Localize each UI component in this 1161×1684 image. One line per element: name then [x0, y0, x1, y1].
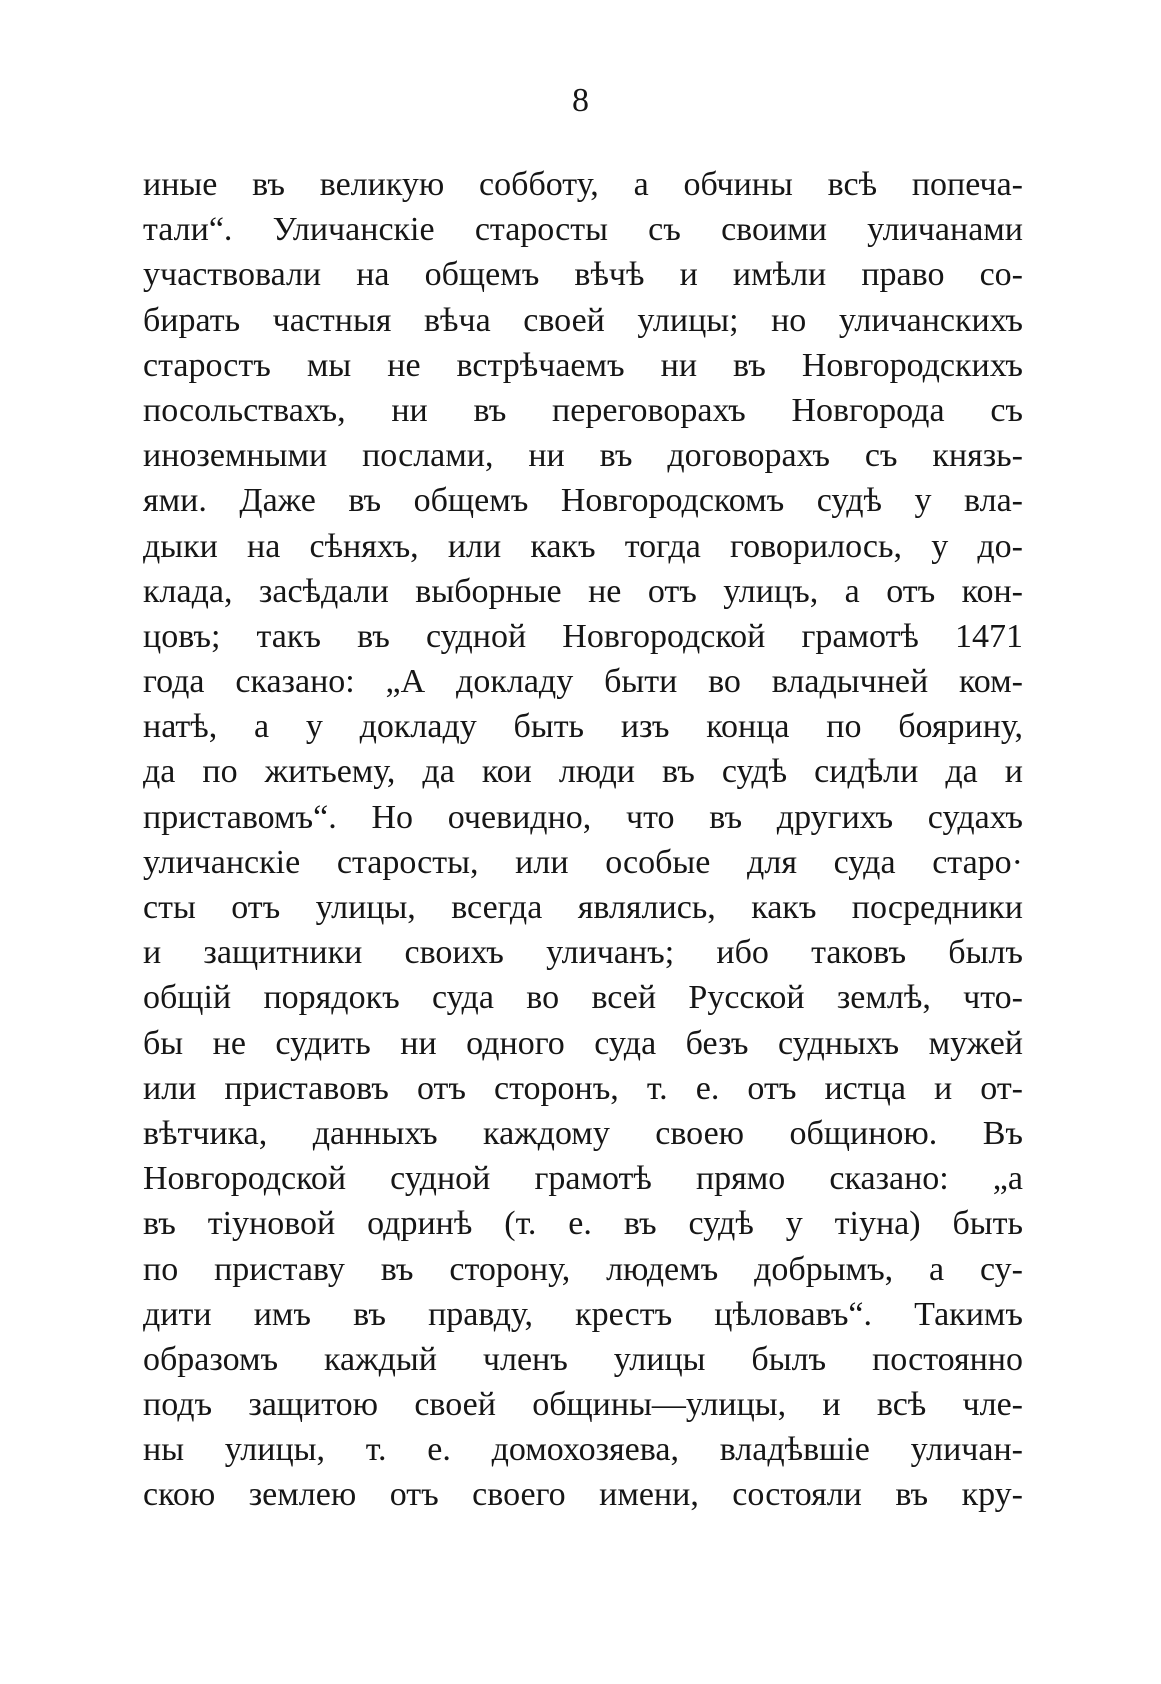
text-line: бы не судить ни одного суда безъ судныхъ мужей: [143, 1024, 1023, 1062]
text-line: вѣтчика, данныхъ каждому своею общиною. Въ: [143, 1114, 1023, 1152]
text-line: дыки на сѣняхъ, или какъ тогда говорилось, у до-: [143, 527, 1023, 565]
text-line: образомъ каждый членъ улицы былъ постоянно: [143, 1340, 1023, 1378]
text-line: участвовали на общемъ вѣчѣ и имѣли право со-: [143, 256, 1023, 294]
text-line: иноземными послами, ни въ договорахъ съ князь-: [143, 437, 1023, 475]
text-line: Новгородской судной грамотѣ прямо сказано: „а: [143, 1160, 1023, 1198]
text-line: натѣ, а у докладу быть изъ конца по боярину,: [143, 708, 1023, 746]
text-line: сты отъ улицы, всегда являлись, какъ посредники: [143, 889, 1023, 926]
text-line: цовъ; такъ въ судной Новгородской грамотѣ 1471: [143, 617, 1023, 655]
text-line: или приставовъ отъ сторонъ, т. е. отъ истца и от-: [143, 1069, 1023, 1107]
text-line: да по житьему, да кои люди въ судѣ сидѣли да и: [143, 753, 1023, 791]
text-line: приставомъ“. Но очевидно, что въ другихъ судахъ: [143, 798, 1023, 836]
text-line: дити имъ въ правду, крестъ цѣловавъ“. Такимъ: [143, 1295, 1023, 1333]
text-line: подъ защитою своей общины—улицы, и всѣ чле-: [143, 1386, 1023, 1424]
text-line: въ тіуновой одринѣ (т. е. въ судѣ у тіуна) быть: [143, 1205, 1023, 1243]
text-line: тали“. Уличанскіе старосты съ своими уличанами: [143, 211, 1023, 249]
text-line: клада, засѣдали выборные не отъ улицъ, а отъ кон-: [143, 572, 1023, 610]
body-text: [143, 162, 1023, 1518]
text-line: бирать частныя вѣча своей улицы; но уличанскихъ: [143, 301, 1023, 339]
text-line: посольствахъ, ни въ переговорахъ Новгорода съ: [143, 391, 1023, 429]
text-line: уличанскіе старосты, или особые для суда старо·: [143, 843, 1023, 881]
text-line: года сказано: „А докладу быти во владычней ком-: [143, 663, 1023, 701]
text-line: ны улицы, т. е. домохозяева, владѣвшіе уличан-: [143, 1431, 1023, 1469]
text-line: скою землею отъ своего имени, состояли въ кру-: [143, 1476, 1023, 1514]
text-line: по приставу въ сторону, людемъ добрымъ, а су-: [143, 1250, 1023, 1288]
text-line: общій порядокъ суда во всей Русской землѣ, что-: [143, 979, 1023, 1017]
text-line: старостъ мы не встрѣчаемъ ни въ Новгородскихъ: [143, 346, 1023, 384]
text-line: иные въ великую собботу, а обчины всѣ попеча-: [143, 166, 1023, 203]
page-number: 8: [572, 82, 589, 119]
text-line: и защитники своихъ уличанъ; ибо таковъ былъ: [143, 934, 1023, 972]
text-line: ями. Даже въ общемъ Новгородскомъ судѣ у вла-: [143, 482, 1023, 520]
